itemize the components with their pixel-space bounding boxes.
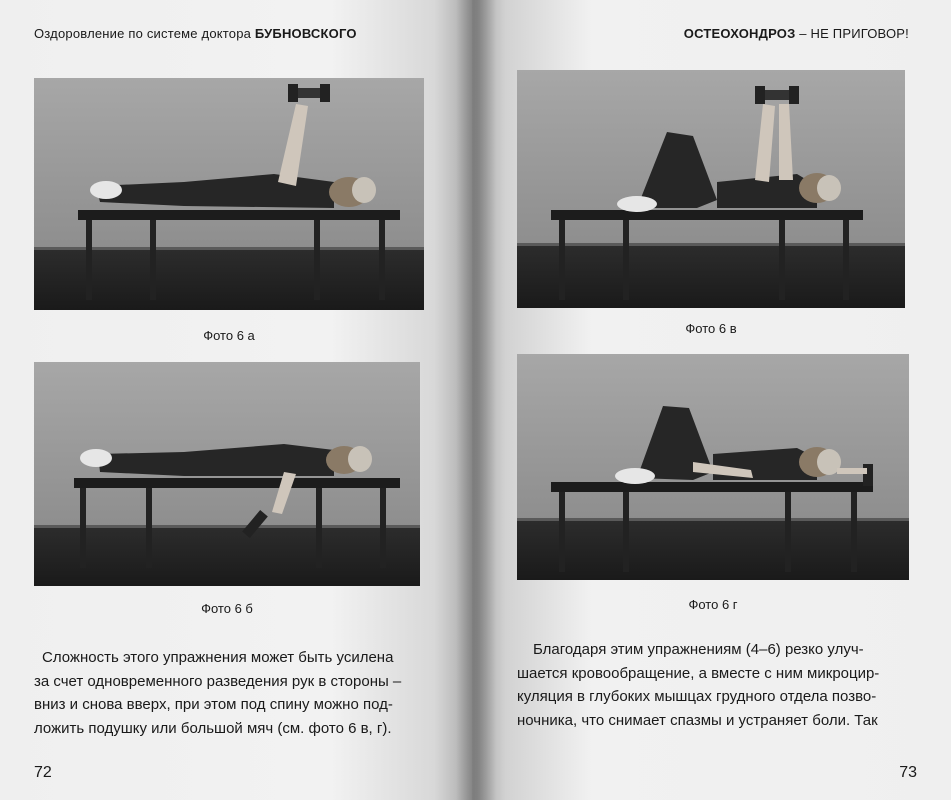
left-text-line: ложить подушку или большой мяч (см. фото 6 в, г).: [34, 719, 392, 737]
left-text-line: Сложность этого упражнения может быть усилена: [42, 649, 394, 666]
left-body-text: [34, 646, 401, 740]
photo-6v-figure: [517, 70, 905, 308]
right-body-text: [517, 638, 879, 732]
left-page-number: 72: [34, 764, 52, 781]
right-text-line: шается кровообращение, а вместе с ним микроцир-: [517, 664, 880, 682]
right-running-head: [684, 26, 909, 41]
photo-6g-figure: [517, 354, 909, 580]
left-running-head-regular: Оздоровление по системе доктора: [34, 26, 255, 41]
left-text-line: вниз и снова вверх, при этом под спину можно под-: [34, 696, 393, 713]
photo-6a: [34, 78, 424, 310]
photo-6v: [517, 70, 905, 308]
photo-6b-figure: [34, 362, 420, 586]
caption-photo-6a: Фото 6 а: [203, 328, 255, 343]
right-page: [472, 0, 951, 800]
right-page-number: 73: [899, 764, 917, 781]
right-running-head-bold: ОСТЕОХОНДРОЗ: [683, 26, 796, 41]
right-running-head-regular: – НЕ ПРИГОВОР!: [795, 26, 909, 41]
caption-photo-6b: Фото 6 б: [201, 601, 253, 616]
caption-photo-6g: Фото 6 г: [688, 597, 738, 612]
photo-6b: [34, 362, 420, 586]
caption-photo-6v: Фото 6 в: [685, 321, 737, 336]
photo-6g: [517, 354, 909, 580]
photo-6a-figure: [34, 78, 424, 310]
left-running-head-bold: БУБНОВСКОГО: [254, 26, 357, 41]
left-page: [0, 0, 472, 800]
right-text-line: куляция в глубоких мышцах грудного отдела позво-: [517, 688, 877, 705]
left-running-head: [34, 26, 357, 41]
right-text-line: ночника, что снимает спазмы и устраняет боли. Так: [517, 711, 878, 729]
right-text-line: Благодаря этим упражнениям (4–6) резко улуч-: [533, 641, 864, 658]
left-text-line: за счет одновременного разведения рук в стороны –: [34, 672, 402, 690]
